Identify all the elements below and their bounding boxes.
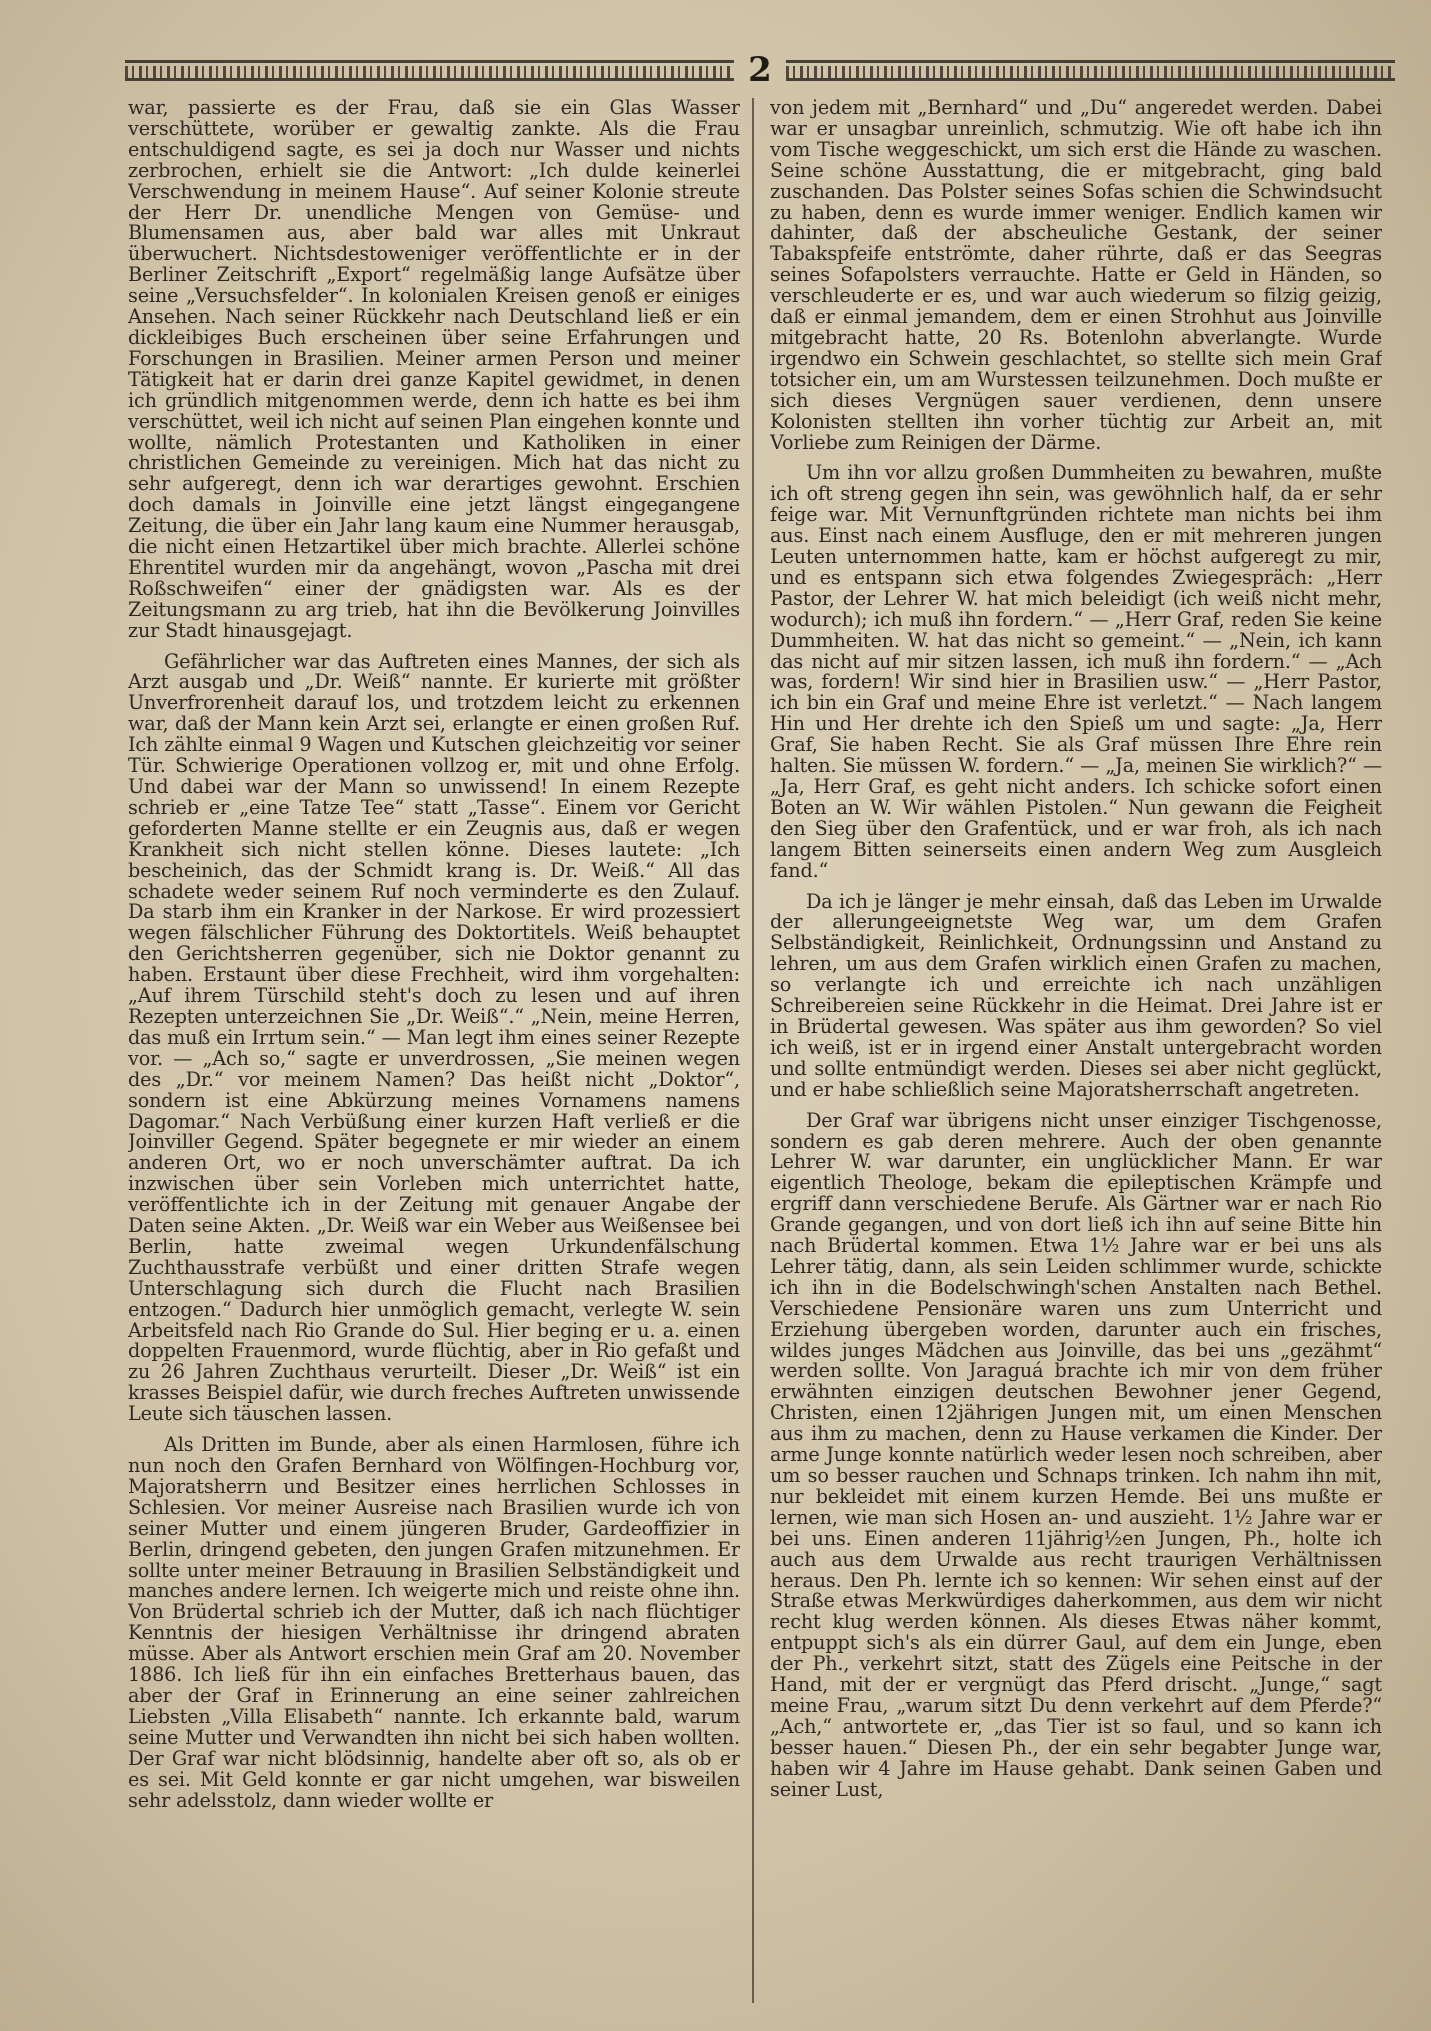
left-paragraph-3: Als Dritten im Bunde, aber als einen Harmlosen, führe ich nun noch den Grafen Bernhard von Wölfingen-Hochburg vor, Majoratsherrn und Besitzer eines herrlichen Schlosses in Schlesien. Vor meiner Ausreise nach Brasilien wurde ich von seiner Mutter und einem jüngeren Bruder, Gardeoffizier in Berlin, dringend gebeten, den jungen Grafen mitzunehmen. Er sollte unter meiner Betrauung in Brasilien Selbständigkeit und manches andere lernen. Ich weigerte mich und reiste ohne ihn. Von Brüdertal schrieb ich der Mutter, daß ich nach flüchtiger Kenntnis der hiesigen Verhältnisse ihr dringend abraten müsse. Aber als Antwort erschien mein Graf am 20. November 1886. Ich ließ für ihn ein einfaches Bretterhaus bauen, das aber der Graf in Erinnerung an eine seiner zahlreichen Liebsten „Villa Elisabeth“ nannte. Ich erkannte bald, warum seine Mutter und Verwandten ihn nicht bei sich haben wollten. Der Graf war nicht blödsinnig, handelte aber oft so, als ob er es sei. Mit Geld konnte er gar nicht umgehen, war bisweilen sehr adelsstolz, dann wieder wollte er [128,1433,740,1812]
header-ornament-left [125,60,734,81]
right-column [770,98,1382,2003]
header-ornament-right [786,60,1395,81]
left-column [128,98,740,2003]
right-paragraph-1: von jedem mit „Bernhard“ und „Du“ angeredet werden. Dabei war er unsagbar unreinlich, schmutzig. Wie oft habe ich ihn vom Tische weggeschickt, um sich erst die Hände zu waschen. Seine schöne Ausstattung, die er mitgebracht, ging bald zuschanden. Das Polster seines Sofas schien die Schwindsucht zu haben, denn es wurde immer weniger. Endlich kamen wir dahinter, daß der abscheuliche Gestank, der seiner Tabakspfeife entströmte, daher rührte, daß er das Seegras seines Sofapolsters verrauchte. Hatte er Geld in Händen, so verschleuderte er es, und war auch wiederum so filzig geizig, daß er einmal jemandem, dem er einen Strohhut aus Joinville mitgebracht hatte, 20 Rs. Botenlohn abverlangte. Wurde irgendwo ein Schwein geschlachtet, so stellte sich mein Graf totsicher ein, um am Wurstessen teilzunehmen. Doch mußte er sich dieses Vergnügen sauer verdienen, denn unsere Kolonisten stellten ihn vorher tüchtig zur Arbeit an, mit Vorliebe zum Reinigen der Därme. [770,98,1382,454]
right-paragraph-4: Der Graf war übrigens nicht unser einziger Tischgenosse, sondern es gab deren mehrere. Auch der oben genannte Lehrer W. war darunter, ein unglücklicher Mann. Er war eigentlich Theologe, bekam die epileptischen Krämpfe und ergriff dann verschiedene Berufe. Als Gärtner war er nach Rio Grande gegangen, und von dort ließ ich ihn auf seine Bitte hin nach Brüdertal kommen. Etwa 1½ Jahre war er bei uns als Lehrer tätig, dann, als sein Leiden schlimmer wurde, schickte ich ihn in die Bodelschwingh'schen Anstalten nach Bethel. Verschiedene Pensionäre waren uns zum Unterricht und Erziehung übergeben worden, darunter auch ein frisches, wildes junges Mädchen aus Joinville, das bei uns „gezähmt“ werden sollte. Von Jaraguá brachte ich mir von dem früher erwähnten einzigen deutschen Bewohner jener Gegend, Christen, einen 12jährigen Jungen mit, um einen Menschen aus ihm zu machen, denn zu Hause verkamen die Kinder. Der arme Junge konnte natürlich weder lesen noch schreiben, aber um so besser rauchen und Schnaps trinken. Ich nahm ihn mit, nur bekleidet mit einem kurzen Hemde. Bei uns mußte er lernen, wie man sich Hosen an- und auszieht. 1½ Jahre war er bei uns. Einen anderen 11jährig½en Jungen, Ph., holte ich auch aus dem Urwalde aus recht traurigen Verhältnissen heraus. Den Ph. lernte ich so kennen: Wir sehen einst auf der Straße etwas Merkwürdiges daherkommen, aus dem wir nicht recht klug werden können. Als dieses Etwas näher kommt, entpuppt sich's als ein dürrer Gaul, auf dem ein Junge, eben der Ph., verkehrt sitzt, statt des Zügels eine Peitsche in der Hand, mit der er vergnügt das Pferd drischt. „Junge,“ sagt meine Frau, „warum sitzt Du denn verkehrt auf dem Pferde?“ „Ach,“ antwortete er, „das Tier ist so faul, und so kann ich besser hauen.“ Diesen Ph., der ein sehr begabter Junge war, haben wir 4 Jahre im Hause gehabt. Dank seinen Gaben und seiner Lust, [770,1108,1382,1801]
left-paragraph-2: Gefährlicher war das Auftreten eines Mannes, der sich als Arzt ausgab und „Dr. Weiß“ nannte. Er kurierte mit größter Unverfrorenheit darauf los, und trotzdem leicht zu erkennen war, daß der Mann kein Arzt sei, erlangte er einen großen Ruf. Ich zählte einmal 9 Wagen und Kutschen gleichzeitig vor seiner Tür. Schwierige Operationen vollzog er, mit und ohne Erfolg. Und dabei war der Mann so unwissend! In einem Rezepte schrieb er „eine Tatze Tee“ statt „Tasse“. Einem vor Gericht geforderten Manne stellte er ein Zeugnis aus, daß er wegen Krankheit sich nicht stellen könne. Dieses lautete: „Ich bescheinich, das der Schmidt krang is. Dr. Weiß.“ All das schadete weder seinem Ruf noch verminderte es den Zulauf. Da starb ihm ein Kranker in der Narkose. Er wird prozessiert wegen fälschlicher Führung des Doktortitels. Weiß behauptet den Gerichtsherren gegenüber, sich nie Doktor genannt zu haben. Erstaunt über diese Frechheit, wird ihm vorgehalten: „Auf ihrem Türschild steht's doch zu lesen und auf ihren Rezepten unterzeichnen Sie „Dr. Weiß“.“ „Nein, meine Herren, das muß ein Irrtum sein.“ — Man legt ihm eines seiner Rezepte vor. — „Ach so,“ sagte er unverdrossen, „Sie meinen wegen des „Dr.“ vor meinem Namen? Das heißt nicht „Doktor“, sondern ist eine Abkürzung meines Vornamens namens Dagomar.“ Nach Verbüßung einer kurzen Haft verließ er die Joinviller Gegend. Später begegnete er mir wieder an einem anderen Ort, wo er noch unverschämter auftrat. Da ich inzwischen über sein Vorleben mich unterrichtet hatte, veröffentlichte ich in der Zeitung mit genauer Angabe der Daten seine Akten. „Dr. Weiß war ein Weber aus Weißensee bei Berlin, hatte zweimal wegen Urkundenfälschung Zuchthausstrafe verbüßt und einer dritten Strafe wegen Unterschlagung sich durch die Flucht nach Brasilien entzogen.“ Dadurch hier unmöglich gemacht, verlegte W. sein Arbeitsfeld nach Rio Grande do Sul. Hier beging er u. a. einen doppelten Frauenmord, wurde flüchtig, aber in Rio gefaßt und zu 26 Jahren Zuchthaus verurteilt. Dieser „Dr. Weiß“ ist ein krasses Beispiel dafür, wie durch freches Auftreten unwissende Leute sich täuschen lassen. [128,649,740,1426]
left-paragraph-1: war, passierte es der Frau, daß sie ein Glas Wasser verschüttete, worüber er gewaltig zankte. Als die Frau entschuldigend sagte, es sei ja doch nur Wasser und nichts zerbrochen, erhielt sie die Antwort: „Ich dulde keinerlei Verschwendung in meinem Hause“. Auf seiner Kolonie streute der Herr Dr. unendliche Mengen von Gemüse- und Blumensamen aus, aber bald war alles mit Unkraut überwuchert. Nichtsdestoweniger veröffentlichte er in der Berliner Zeitschrift „Export“ regelmäßig lange Aufsätze über seine „Versuchsfelder“. In kolonialen Kreisen genoß er einiges Ansehen. Nach seiner Rückkehr nach Deutschland ließ er ein dickleibiges Buch erscheinen über seine Erfahrungen und Forschungen in Brasilien. Meiner armen Person und meiner Tätigkeit hat er darin drei ganze Kapitel gewidmet, in denen ich gründlich mitgenommen werde, denn ich hatte es bei ihm verschüttet, weil ich nicht auf seinen Plan eingehen konnte und wollte, nämlich Protestanten und Katholiken in einer christlichen Gemeinde zu vereinigen. Mich hat das nicht zu sehr aufgeregt, denn ich war derartiges gewohnt. Erschien doch damals in Joinville eine jetzt längst eingegangene Zeitung, die über ein Jahr lang kaum eine Nummer herausgab, die nicht einen Hetzartikel über mich brachte. Allerlei schöne Ehrentitel wurden mir da angehängt, wovon „Pascha mit drei Roßschweifen“ einer der gnädigsten war. Als es der Zeitungsmann zu arg trieb, hat ihn die Bevölkerung Joinvilles zur Stadt hinausgejagt. [128,98,740,642]
right-paragraph-3: Da ich je länger je mehr einsah, daß das Leben im Urwalde der allerungeeignetste Weg war, um dem Grafen Selbständigkeit, Reinlichkeit, Ordnungssinn und Anstand zu lehren, um aus dem Grafen wirklich einen Grafen zu machen, so verlangte ich und erreichte ich nach unzähligen Schreibereien seine Rückkehr in die Heimat. Drei Jahre ist er in Brüdertal gewesen. Was später aus ihm geworden? So viel ich weiß, ist er in irgend einer Anstalt untergebracht worden und sollte entmündigt werden. Dieses sei aber nicht geglückt, und er habe schließlich seine Majoratsherrschaft angetreten. [770,889,1382,1101]
right-paragraph-2: Um ihn vor allzu großen Dummheiten zu bewahren, mußte ich oft streng gegen ihn sein, was gewöhnlich half, da er sehr feige war. Mit Vernunftgründen richtete man nichts bei ihm aus. Einst nach einem Ausfluge, den er mit mehreren jungen Leuten unternommen hatte, kam er höchst aufgeregt zu mir, und es entspann sich etwa folgendes Zwiegespräch: „Herr Pastor, der Lehrer W. hat mich beleidigt (ich weiß nicht mehr, wodurch); ich muß ihn fordern.“ — „Herr Graf, reden Sie keine Dummheiten. W. hat das nicht so gemeint.“ — „Nein, ich kann das nicht auf mir sitzen lassen, ich muß ihn fordern.“ — „Ach was, fordern! Wir sind hier in Brasilien usw.“ — „Herr Pastor, ich bin ein Graf und meine Ehre ist verletzt.“ — Nach langem Hin und Her drehte ich den Spieß um und sagte: „Ja, Herr Graf, Sie haben Recht. Sie als Graf müssen Ihre Ehre rein halten. Sie müssen W. fordern.“ — „Ja, meinen Sie wirklich?“ — „Ja, Herr Graf, es geht nicht anders. Ich schicke sofort einen Boten an W. Wir wählen Pistolen.“ Nun gewann die Feigheit den Sieg über den Grafentück, und er war froh, als ich nach langem Bitten seinerseits einen andern Weg zum Ausgleich fand.“ [770,461,1382,882]
page-number: 2 [748,50,772,90]
column-divider [752,98,754,2003]
page-header [125,50,1395,90]
